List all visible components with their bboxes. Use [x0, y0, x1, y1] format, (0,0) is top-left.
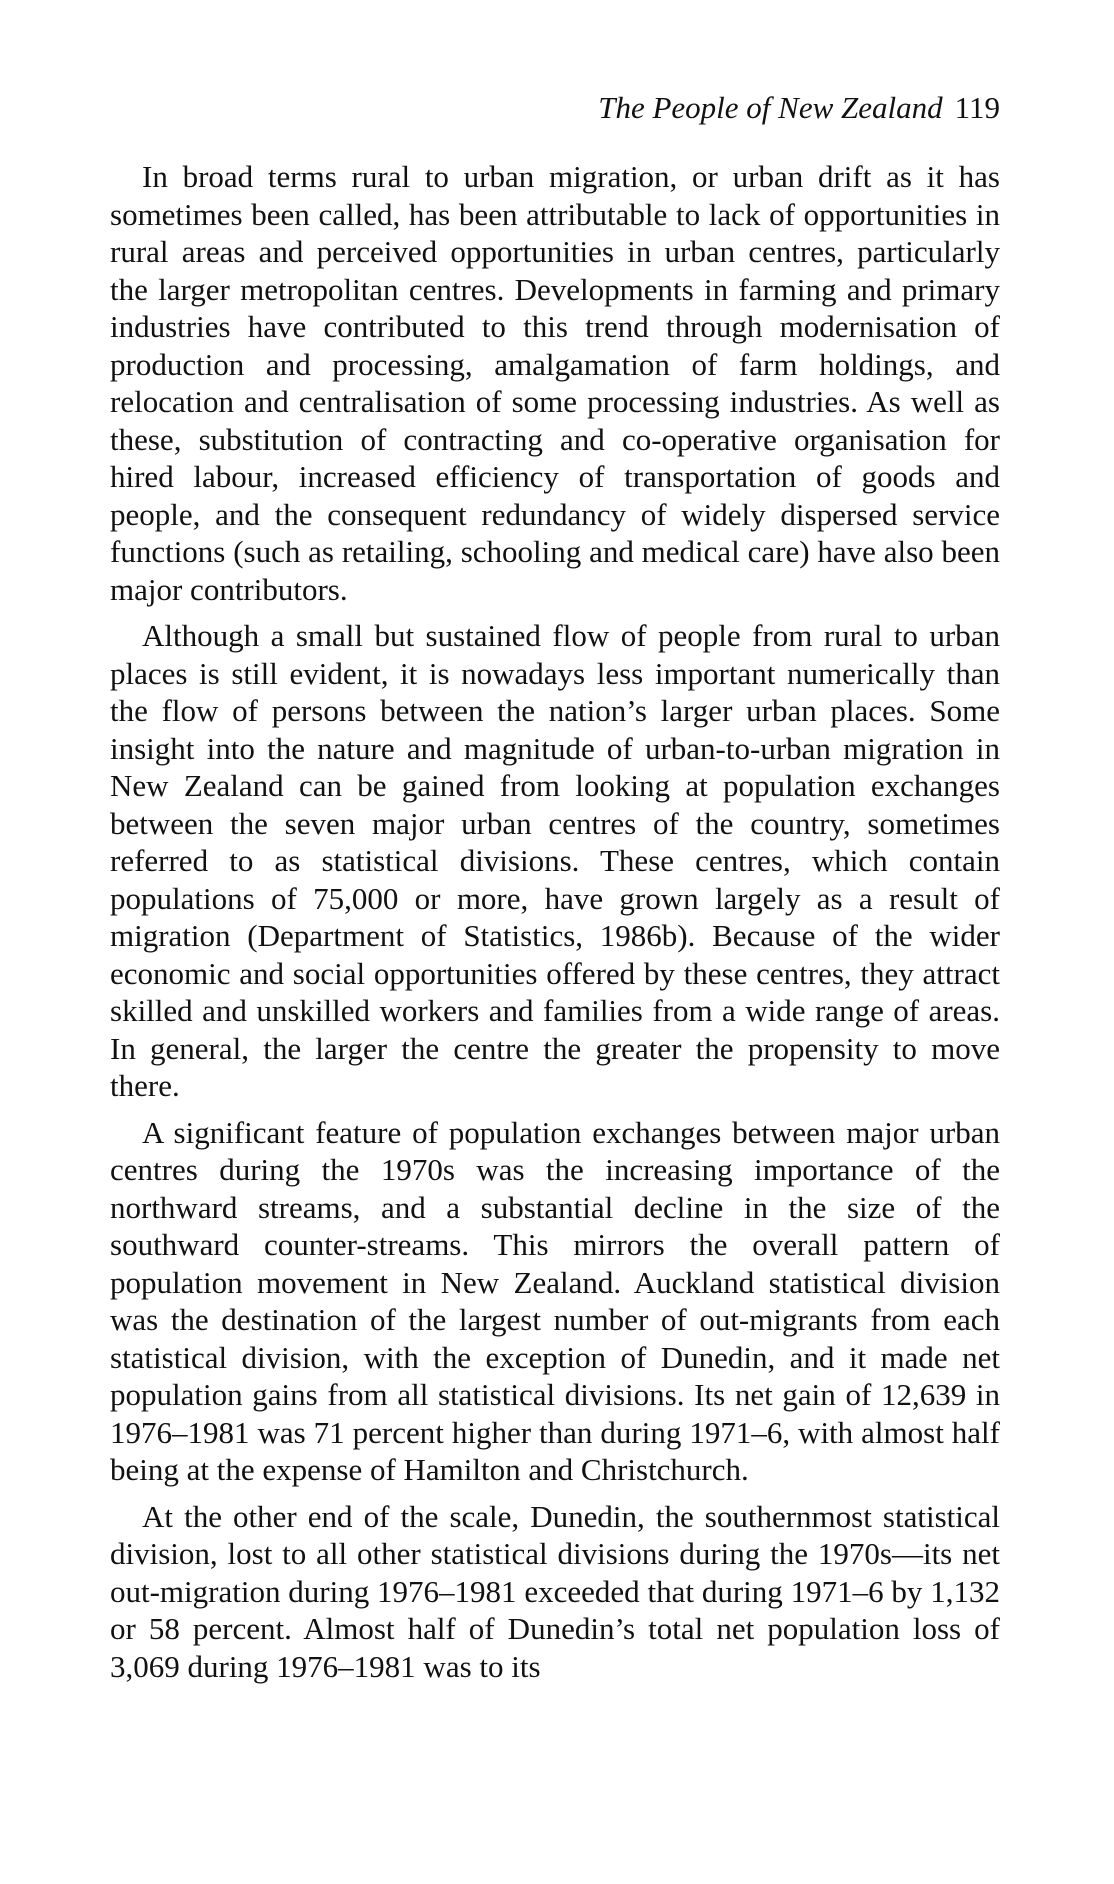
body-text: [110, 158, 1000, 1685]
paragraph-dunedin-losses: At the other end of the scale, Dunedin, the southernmost statistical division, lost to all other statistical divisions during the 1970s—its net out-migration during 1976–1981 exceeded that during 1971–6 by 1,132 or 58 percent. Almost half of Dunedin’s total net population loss of 3,069 during 1976–1981 was to its: [110, 1498, 1000, 1684]
running-header-title: The People of New Zealand: [598, 90, 943, 125]
running-header: [598, 92, 1000, 123]
paragraph-rural-urban-drift: In broad terms rural to urban migration, or urban drift as it has sometimes been called, has been attributable to lack of opportunities in rural areas and perceived opportunities in urban centres, particularly the larger metropolitan centres. Developments in farming and primary industries have contributed to this trend through modernisation of production and processing, amalgamation of farm holdings, and relocation and centralisation of some processing industries. As well as these, substitution of contracting and co-operative organisation for hired labour, increased efficiency of transportation of goods and people, and the consequent redundancy of widely dispersed service functions (such as retailing, schooling and medical care) have also been major contributors.: [110, 159, 1000, 607]
paragraph-urban-to-urban-migration: Although a small but sustained flow of people from rural to urban places is still evident, it is nowadays less important numerically than the flow of persons between the nation’s larger urban places. Some insight into the nature and magnitude of urban-to-urban migration in New Zealand can be gained from looking at population exchanges between the seven major urban centres of the country, sometimes referred to as statistical divisions. These centres, which contain populations of 75,000 or more, have grown largely as a result of migration (Department of Statistics, 1986b). Because of the wider economic and social opportunities offered by these centres, they attract skilled and unskilled workers and families from a wide range of areas. In general, the larger the centre the greater the propensity to move there.: [110, 618, 1000, 1103]
paragraph-northward-streams: A significant feature of population exchanges between major urban centres during the 1970s was the increasing importance of the northward streams, and a substantial decline in the size of the southward counter-streams. This mirrors the overall pattern of population movement in New Zealand. Auckland statistical division was the destination of the largest number of out-migrants from each statistical division, with the exception of Dunedin, and it made net population gains from all statistical divisions. Its net gain of 12,639 in 1976–1981 was 71 percent higher than during 1971–6, with almost half being at the expense of Hamilton and Christchurch.: [110, 1114, 1000, 1487]
page-number: 119: [954, 90, 1000, 125]
